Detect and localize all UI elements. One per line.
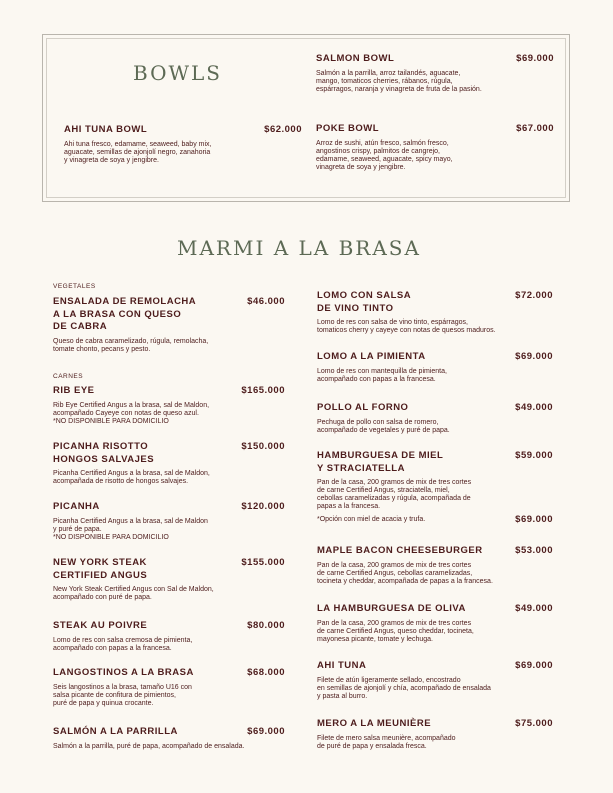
- item-name: RIB EYE: [53, 385, 95, 396]
- item-description: Seis langostinos a la brasa, tamaño U16 con salsa picante de confitura de pimientos, puré de papa y quinua crocante.: [53, 683, 192, 707]
- category-carnes: CARNES: [53, 373, 84, 380]
- item-price: $69.000: [515, 660, 553, 671]
- option-price: $69.000: [515, 514, 553, 525]
- menu-item: [53, 385, 285, 426]
- menu-item: [317, 545, 553, 586]
- item-description: Picanha Certified Angus a la brasa, sal de Maldon y puré de papa. *NO DISPONIBLE PARA DOMICILIO: [53, 517, 208, 541]
- menu-item: [53, 620, 285, 653]
- item-name: SALMÓN A LA PARRILLA: [53, 726, 178, 737]
- item-description: Salmón a la parrilla, puré de papa, acompañado de ensalada.: [53, 742, 245, 750]
- item-price: $69.000: [516, 53, 554, 64]
- item-name: LOMO CON SALSA DE VINO TINTO: [317, 290, 412, 314]
- item-description: Arroz de sushi, atún fresco, salmón fresco, angostinos crispy, palmitos de cangrejo, edamame, seaweed, aguacate, spicy mayo, vinagreta de soya y jengibre.: [316, 139, 453, 171]
- item-description: Queso de cabra caramelizado, rúgula, remolacha, tomate chonto, pecans y pesto.: [53, 337, 209, 353]
- item-description: Lomo de res con mantequilla de pimienta, acompañado con papas a la francesa.: [317, 367, 447, 383]
- item-description: Lomo de res con salsa cremosa de pimienta, acompañado con papas a la francesa.: [53, 636, 193, 652]
- menu-item: [53, 501, 285, 542]
- menu-item: [317, 603, 553, 644]
- item-name: LOMO A LA PIMIENTA: [317, 351, 426, 362]
- menu-item: [316, 53, 554, 94]
- item-price: $72.000: [515, 290, 553, 301]
- bowls-title: BOWLS: [133, 61, 223, 85]
- menu-item: [53, 441, 285, 486]
- menu-item: [317, 351, 553, 384]
- item-price: $69.000: [247, 726, 285, 737]
- item-name: LA HAMBURGUESA DE OLIVA: [317, 603, 466, 614]
- item-price: $59.000: [515, 450, 553, 461]
- menu-item: [317, 450, 553, 523]
- item-price: $155.000: [241, 557, 285, 568]
- menu-item: [53, 726, 285, 751]
- item-description: Pechuga de pollo con salsa de romero, acompañado de vegetales y puré de papa.: [317, 418, 450, 434]
- item-price: $62.000: [264, 124, 302, 135]
- item-name: PICANHA RISOTTO HONGOS SALVAJES: [53, 441, 155, 465]
- item-price: $67.000: [516, 123, 554, 134]
- item-description: Salmón a la parrilla, arroz tailandés, aguacate, mango, tomaticos cherries, rábanos, rúgula, espárragos, naranja y vinagreta de fruta de la pasión.: [316, 69, 482, 93]
- menu-item: [53, 667, 285, 708]
- item-name: STEAK AU POIVRE: [53, 620, 148, 631]
- menu-item: [64, 124, 302, 165]
- category-vegetales: VEGETALES: [53, 283, 96, 290]
- item-description: New York Steak Certified Angus con Sal de Maldon, acompañado con puré de papa.: [53, 586, 214, 601]
- item-name: NEW YORK STEAK CERTIFIED ANGUS: [53, 557, 148, 581]
- item-description: Rib Eye Certified Angus a la brasa, sal de Maldon, acompañado Cayeye con notas de queso azul. *NO DISPONIBLE PARA DOMICILIO: [53, 401, 210, 425]
- menu-item: [317, 402, 553, 435]
- item-description: Pan de la casa, 200 gramos de mix de tres cortes de carne Certified Angus, cebollas caramelizadas, tocineta y cheddar, acompañada de papas a la francesa.: [317, 561, 493, 585]
- option-label: *Opción con miel de acacia y trufa.: [317, 516, 426, 523]
- item-price: $80.000: [247, 620, 285, 631]
- item-name: MERO A LA MEUNIÈRE: [317, 718, 432, 729]
- item-name: POLLO AL FORNO: [317, 402, 409, 413]
- item-price: $68.000: [247, 667, 285, 678]
- item-description: Ahi tuna fresco, edamame, seaweed, baby mix, aguacate, semillas de ajonjolí negro, zanahoria y vinagreta de soya y jengibre.: [64, 140, 212, 164]
- item-option: [317, 516, 553, 523]
- menu-item: [317, 660, 553, 701]
- item-price: $53.000: [515, 545, 553, 556]
- menu-item: [317, 718, 553, 751]
- item-price: $150.000: [241, 441, 285, 452]
- item-price: $46.000: [247, 296, 285, 307]
- item-name: PICANHA: [53, 501, 100, 512]
- menu-item: [317, 290, 553, 335]
- item-name: HAMBURGUESA DE MIEL Y STRACIATELLA: [317, 450, 444, 474]
- menu-item: [53, 557, 285, 602]
- item-name: POKE BOWL: [316, 123, 380, 134]
- item-name: LANGOSTINOS A LA BRASA: [53, 667, 194, 678]
- item-price: $49.000: [515, 603, 553, 614]
- item-price: $165.000: [241, 385, 285, 396]
- item-description: Picanha Certified Angus a la brasa, sal de Maldon, acompañada de risotto de hongos salvajes.: [53, 470, 210, 485]
- brasa-title: MARMI A LA BRASA: [177, 236, 421, 260]
- item-description: Pan de la casa, 200 gramos de mix de tres cortes de carne Certified Angus, straciatella, miel, cebollas caramelizadas y rúgula, acompañada de papas a la francesa.: [317, 479, 472, 510]
- menu-item: [53, 296, 285, 354]
- item-name: SALMON BOWL: [316, 53, 395, 64]
- item-price: $69.000: [515, 351, 553, 362]
- item-price: $75.000: [515, 718, 553, 729]
- item-description: Pan de la casa, 200 gramos de mix de tres cortes de carne Certified Angus, queso cheddar, tocineta, mayonesa picante, tomate y lechuga.: [317, 619, 474, 643]
- menu-item: [316, 123, 554, 172]
- item-name: ENSALADA DE REMOLACHA A LA BRASA CON QUESO DE CABRA: [53, 296, 197, 332]
- item-description: Filete de atún ligeramente sellado, encostrado en semillas de ajonjolí y chía, acompañado de ensalada y pasta al burro.: [317, 676, 491, 700]
- item-name: AHI TUNA: [317, 660, 367, 671]
- item-price: $49.000: [515, 402, 553, 413]
- item-description: Filete de mero salsa meunière, acompañado de puré de papa y ensalada fresca.: [317, 734, 456, 750]
- item-name: MAPLE BACON CHEESEBURGER: [317, 545, 483, 556]
- item-name: AHI TUNA BOWL: [64, 124, 148, 135]
- item-price: $120.000: [241, 501, 285, 512]
- item-description: Lomo de res con salsa de vino tinto, espárragos, tomaticos cherry y cayeye con notas de quesos maduros.: [317, 319, 496, 334]
